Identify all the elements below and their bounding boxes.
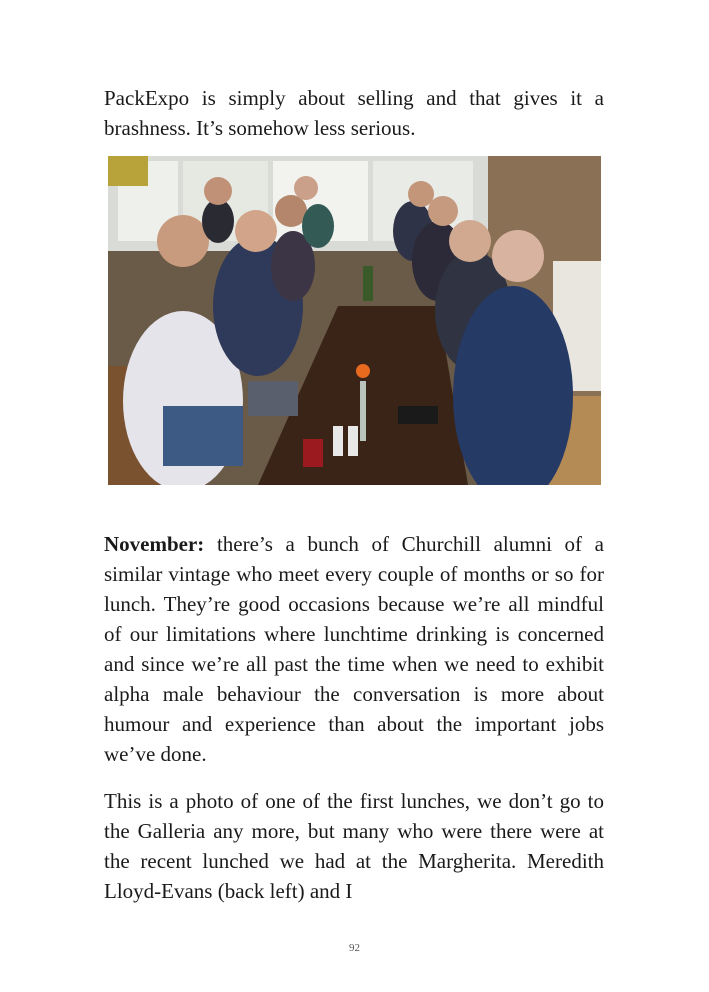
paragraph-packexpo: PackExpo is simply about selling and that gives it a brashness. It’s somehow less serious.: [104, 86, 604, 140]
lunch-group-photo: [108, 156, 601, 485]
page-number: 92: [349, 942, 360, 954]
paragraph-november: [104, 529, 604, 769]
november-body: there’s a bunch of Churchill alumni of a similar vintage who meet every couple of months or so for lunch. They’re good occasions because we’re all mindful of our limitations where lunchtime drinking is concerned and since we’re all past the time when we need to exhibit alpha male behaviour the conversation is more about humour and experience than about the important jobs we’ve done.: [104, 532, 604, 766]
paragraph-photo-description: This is a photo of one of the first lunches, we don’t go to the Galleria any more, but many who were there were at the recent lunched we had at the Margherita. Meredith Lloyd-Evans (back left) and I: [104, 789, 604, 903]
november-heading: November:: [104, 532, 205, 556]
